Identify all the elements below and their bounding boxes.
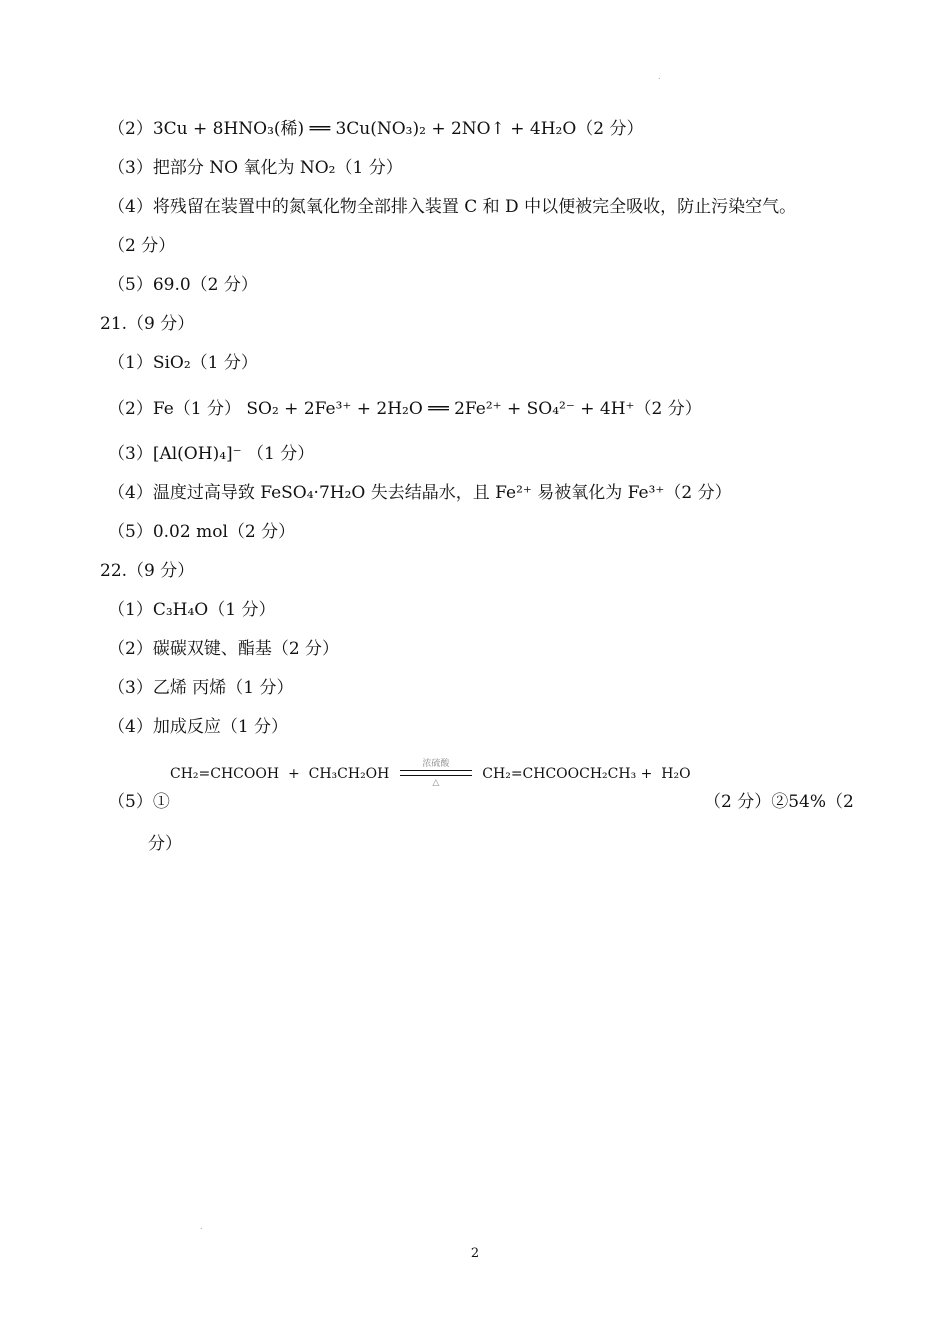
q22-line-5-cont: 分） — [148, 834, 182, 854]
q20-line-4 — [108, 196, 796, 218]
item-label: （3） — [108, 158, 153, 178]
item-label: （1） — [108, 600, 153, 620]
item-text: 将残留在装置中的氮氧化物全部排入装置 C 和 D 中以便被完全吸收，防止污染空气。 — [152, 197, 797, 217]
q22-line-4 — [108, 716, 288, 738]
q21-line-4 — [108, 482, 732, 504]
item-text: 加成反应（1 分） — [152, 717, 289, 737]
item-label: （3） — [108, 444, 153, 464]
stray-dot: . — [200, 1222, 203, 1231]
item-text: Fe（1 分） SO₂ + 2Fe³⁺ + 2H₂O ══ 2Fe²⁺ + SO₄²⁻ + 4H⁺（2 分） — [152, 399, 702, 419]
q20-line-3 — [108, 157, 403, 179]
q21-line-3 — [108, 443, 314, 465]
item-label: （4） — [108, 483, 153, 503]
q20-line-4-cont — [108, 235, 175, 257]
item-text: 0.02 mol（2 分） — [152, 522, 296, 542]
q22-line-5-label: （5）① — [108, 792, 170, 812]
item-text: 乙烯 丙烯（1 分） — [152, 678, 294, 698]
q22-line-3 — [108, 677, 293, 699]
item-label: （4） — [108, 197, 153, 217]
q22-header: 22.（9 分） — [100, 561, 195, 581]
item-text: SiO₂（1 分） — [152, 353, 258, 373]
item-label: （4） — [108, 717, 153, 737]
q21-line-2 — [108, 398, 702, 420]
item-label: （2） — [108, 399, 153, 419]
item-text: 温度过高导致 FeSO₄·7H₂O 失去结晶水，且 Fe²⁺ 易被氧化为 Fe³⁺（2 分） — [152, 483, 732, 503]
page-number: 2 — [470, 1246, 480, 1261]
q21-line-1 — [108, 352, 258, 374]
item-label: （2） — [108, 119, 153, 139]
item-text: 碳碳双键、酯基（2 分） — [152, 639, 340, 659]
q21-header: 21.（9 分） — [100, 314, 195, 334]
item-label: （5） — [108, 275, 153, 295]
item-text: 3Cu + 8HNO₃(稀) ══ 3Cu(NO₃)₂ + 2NO↑ + 4H₂O（2 分） — [152, 119, 644, 139]
q22-line-1 — [108, 599, 275, 621]
item-text: [Al(OH)₄]⁻ （1 分） — [152, 444, 315, 464]
q21-line-5 — [108, 521, 295, 543]
item-label: （3） — [108, 678, 153, 698]
item-text: 69.0（2 分） — [152, 275, 258, 295]
plus-sign: + — [640, 766, 653, 782]
item-label: （1） — [108, 353, 153, 373]
reversible-arrow-icon — [400, 759, 472, 788]
product-ethyl-acrylate: CH₂=CHCOOCH₂CH₃ — [482, 766, 637, 782]
reactant-ethanol: CH₃CH₂OH — [308, 766, 390, 782]
plus-sign: + — [287, 766, 300, 782]
q20-line-2 — [108, 118, 644, 140]
q22-line-2 — [108, 638, 339, 660]
item-text: （2 分） — [108, 236, 176, 256]
reactant-acrylic-acid: CH₂=CHCOOH — [170, 766, 280, 782]
item-label: （5） — [108, 522, 153, 542]
esterification-reaction — [170, 759, 691, 788]
q20-line-5 — [108, 274, 258, 296]
q22-line-5-tail: （2 分）②54%（2 — [704, 792, 854, 812]
reaction-condition-top: 浓硫酸 — [422, 759, 450, 769]
item-label: （2） — [108, 639, 153, 659]
stray-dot: . — [658, 72, 661, 81]
reaction-condition-bottom: △ — [432, 778, 440, 788]
product-water: H₂O — [661, 766, 691, 782]
item-text: 把部分 NO 氧化为 NO₂（1 分） — [152, 158, 403, 178]
item-text: C₃H₄O（1 分） — [152, 600, 276, 620]
